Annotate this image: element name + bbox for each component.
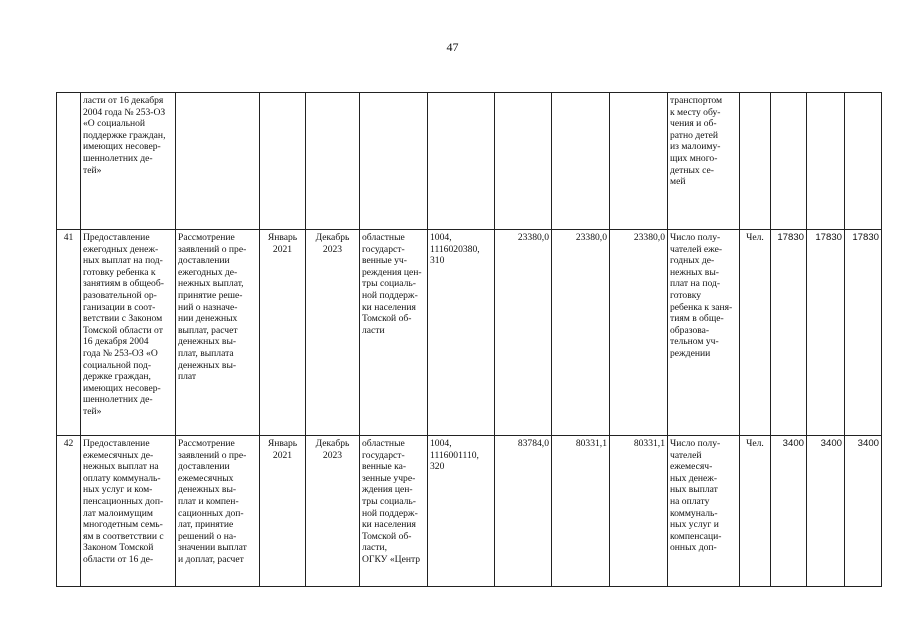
cell-indicator-2023: 17830	[845, 230, 882, 436]
table-row	[57, 93, 882, 230]
cell-funding-2022	[552, 93, 610, 230]
cell-funding-2021	[495, 93, 552, 230]
cell-funding-2023: 80331,1	[610, 436, 668, 587]
cell-measure-name: ласти от 16 декабря 2004 года № 253-ОЗ «О социальной поддержке граждан, имеющих несовер- шеннолетних де- тей»	[81, 93, 176, 230]
cell-funding-2022: 80331,1	[552, 436, 610, 587]
cell-indicator-2021: 17830	[771, 230, 807, 436]
cell-end-date	[306, 93, 360, 230]
cell-number: 42	[57, 436, 81, 587]
cell-funding-2023: 23380,0	[610, 230, 668, 436]
cell-unit: Чел.	[740, 436, 771, 587]
program-measures-table	[56, 92, 882, 587]
cell-indicator-2022: 17830	[807, 230, 845, 436]
cell-indicator: Число полу- чателей ежемесяч- ных денеж- ных выплат на оплату коммуналь- ных услуг и компенсаци- онных доп-	[668, 436, 740, 587]
cell-funding-2021: 83784,0	[495, 436, 552, 587]
cell-funding-2022: 23380,0	[552, 230, 610, 436]
cell-indicator: транспортом к месту обу- чения и об- ратно детей из малоиму- щих много- детных се- мей	[668, 93, 740, 230]
cell-end-date: Декабрь 2023	[306, 230, 360, 436]
cell-start-date: Январь 2021	[260, 436, 306, 587]
cell-measure-name: Предоставление ежегодных денеж- ных выплат на под- готовку ребенка к занятиям в общеоб- разовательной ор- ганизации в соот- ветствии с Законом Томской области от 16 декабря 2004 года № 253-ОЗ «О социальной под- держке граждан, имеющих несовер- шеннолетних де- тей»	[81, 230, 176, 436]
cell-indicator-2022	[807, 93, 845, 230]
cell-kbk: 1004, 1116020380, 310	[428, 230, 495, 436]
table-row	[57, 436, 882, 587]
cell-indicator-2023: 3400	[845, 436, 882, 587]
cell-funding-2021: 23380,0	[495, 230, 552, 436]
cell-unit: Чел.	[740, 230, 771, 436]
cell-kbk	[428, 93, 495, 230]
cell-executor: областные государст- венные уч- реждения цен- тры социаль- ной поддерж- ки населения Томской об- ласти	[360, 230, 428, 436]
cell-indicator-2023	[845, 93, 882, 230]
cell-executor	[360, 93, 428, 230]
cell-indicator-2022: 3400	[807, 436, 845, 587]
table-row	[57, 230, 882, 436]
cell-executor: областные государст- венные ка- зенные учре- ждения цен- тры социаль- ной поддерж- ки населения Томской об- ласти, ОГКУ «Центр	[360, 436, 428, 587]
cell-measure-content	[176, 93, 260, 230]
page-number: 47	[446, 40, 459, 54]
cell-kbk: 1004, 1116001110, 320	[428, 436, 495, 587]
cell-measure-name: Предоставление ежемесячных де- нежных выплат на оплату коммуналь- ных услуг и ком- пенсационных доп- лат малоимущим многодетным семь- ям в соответствии с Законом Томской области от 16 де-	[81, 436, 176, 587]
cell-indicator-2021	[771, 93, 807, 230]
cell-number	[57, 93, 81, 230]
cell-funding-2023	[610, 93, 668, 230]
cell-indicator: Число полу- чателей еже- годных де- нежных вы- плат на под- готовку ребенка к заня- тиям в обще- образова- тельном уч- реждении	[668, 230, 740, 436]
cell-start-date	[260, 93, 306, 230]
cell-measure-content: Рассмотрение заявлений о пре- доставлении ежегодных де- нежных выплат, принятие реше- ний о назначе- нии денежных выплат, расчет денежных вы- плат, выплата денежных вы- плат	[176, 230, 260, 436]
cell-end-date: Декабрь 2023	[306, 436, 360, 587]
cell-indicator-2021: 3400	[771, 436, 807, 587]
cell-start-date: Январь 2021	[260, 230, 306, 436]
cell-measure-content: Рассмотрение заявлений о пре- доставлении ежемесячных денежных вы- плат и компен- сационных доп- лат, принятие решений о на- значении выплат и доплат, расчет	[176, 436, 260, 587]
cell-number: 41	[57, 230, 81, 436]
cell-unit	[740, 93, 771, 230]
